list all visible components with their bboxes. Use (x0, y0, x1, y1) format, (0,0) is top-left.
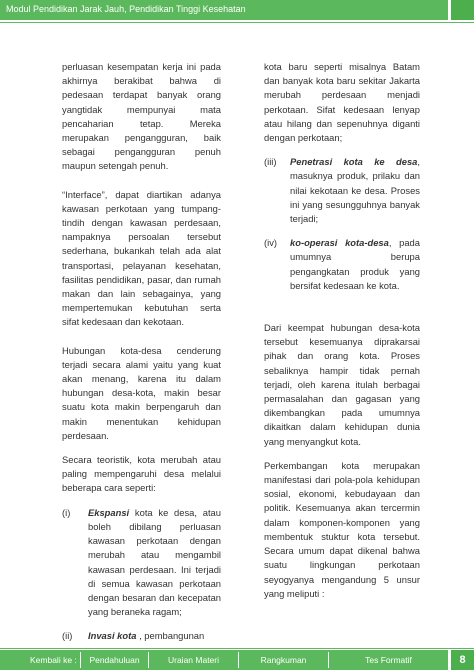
list-number: (i) (62, 506, 71, 518)
nav-link-pendahuluan[interactable]: Pendahuluan (80, 652, 148, 668)
list-number: (iii) (264, 156, 277, 168)
list-number: (ii) (62, 630, 73, 642)
left-column (62, 60, 221, 644)
page-number: 8 (451, 650, 474, 670)
paragraph: Secara teoristik, kota merubah atau paling mempengaruhi desa melalui beberapa cara seperti: (62, 454, 221, 494)
nav-link-tes-formatif[interactable]: Tes Formatif (328, 652, 448, 668)
list-item (62, 629, 221, 643)
back-to-label: Kembali ke : (30, 655, 77, 665)
header-band (0, 0, 448, 20)
list-text (88, 506, 221, 620)
paragraph: Perkembangan kota merupakan manifestasi dari pola-pola kehidupan sosial, ekonomi, kebudayaan dan politik. Kesemuanya akan tercermin dalam komponen-komponen yang membentuk stuktur kota tersebut. Secara umum dapat dikenal bahwa suatu lingkungan perkotaan seyogyanya mengandung 5 unsur yang meliputi : (264, 459, 420, 599)
list-item (264, 236, 420, 293)
list-description: kota ke desa, atau boleh dibilang perluasan kawasan perkotaan dengan merubah atau mengambil kawasan perdesaan. Ini terjadi di semua kawasan perkotaan dengan besaran dan kecepatan yang beraneka ragam; (88, 506, 221, 618)
list-item (264, 155, 420, 226)
list-term: ko-operasi kota-desa (290, 237, 389, 249)
footer-nav-bar (0, 650, 448, 670)
paragraph: Dari keempat hubungan desa-kota tersebut kesemuanya diprakarsai pihak dan orang kota. Proses sebaliknya hampir tidak pernah terjadi, oleh karena itulah berbagai permasalahan dan gagasan yang dikembangkan pada umumnya dikaitkan dalam kehidupan dunia yang menyangkut kota. (264, 322, 420, 447)
list-term: Ekspansi (88, 506, 130, 518)
right-column (264, 60, 420, 601)
list-text (290, 155, 420, 226)
list-description: , pada umumnya berupa pengangkatan produk yang bersifat kedesaan ke kota. (290, 237, 420, 291)
list-number: (iv) (264, 237, 278, 249)
list-term: Invasi kota (88, 630, 137, 642)
paragraph: Hubungan kota-desa cenderung terjadi secara alami yaitu yang kuat akan menang, karena itu dalam hubungan desa-kota, makin besar suatu kota makin berpengaruh dan makin menentukan kehidupan perdesaan. (62, 344, 221, 441)
list-text (290, 236, 420, 293)
footer-divider (0, 648, 474, 649)
page-footer (0, 648, 474, 670)
list-item (62, 506, 221, 620)
header-divider (0, 22, 474, 23)
nav-link-uraian-materi[interactable]: Uraian Materi (148, 652, 238, 668)
paragraph: perluasan kesempatan kerja ini pada akhirnya berakibat bahwa di pedesaan terdapat banyak orang yangtidak mempunyai mata pencaharian tetap. Mereka merupakan pengangguran, baik sebagai pengangguran penuh maupun setengah penuh. (62, 61, 221, 172)
list-text (88, 629, 221, 643)
page-header (0, 0, 474, 30)
module-title: Modul Pendidikan Jarak Jauh, Pendidikan Tinggi Kesehatan (6, 4, 246, 14)
list-description: , pembangunan (136, 630, 205, 642)
paragraph: “Interface”, dapat diartikan adanya kawasan perkotaan yang tumpang-tindih dengan kawasan perdesaan, nampaknya persoalan tersebut sederhana, bukankah telah ada alat transportasi, pelayanan kesehatan, fasilitas pendidikan, pasar, dan rumah makan dan lain sebagainya, yang mempertemukan kebutuhan serta sifat kedesaan dan kekotaan. (62, 188, 221, 328)
nav-link-rangkuman[interactable]: Rangkuman (238, 652, 328, 668)
header-tab (451, 0, 474, 20)
paragraph: kota baru seperti misalnya Batam dan banyak kota baru sekitar Jakarta merubah perdesaan menjadi perkotaan. Sifat kedesaan lenyap atau hilang dan sepenuhnya diganti dengan perkotaan; (264, 61, 420, 144)
list-term: Penetrasi kota ke desa (290, 156, 418, 168)
list-description: , masuknya produk, prilaku dan nilai kekotaan ke desa. Proses ini yang sesungguhnya banyak terjadi; (290, 156, 420, 225)
